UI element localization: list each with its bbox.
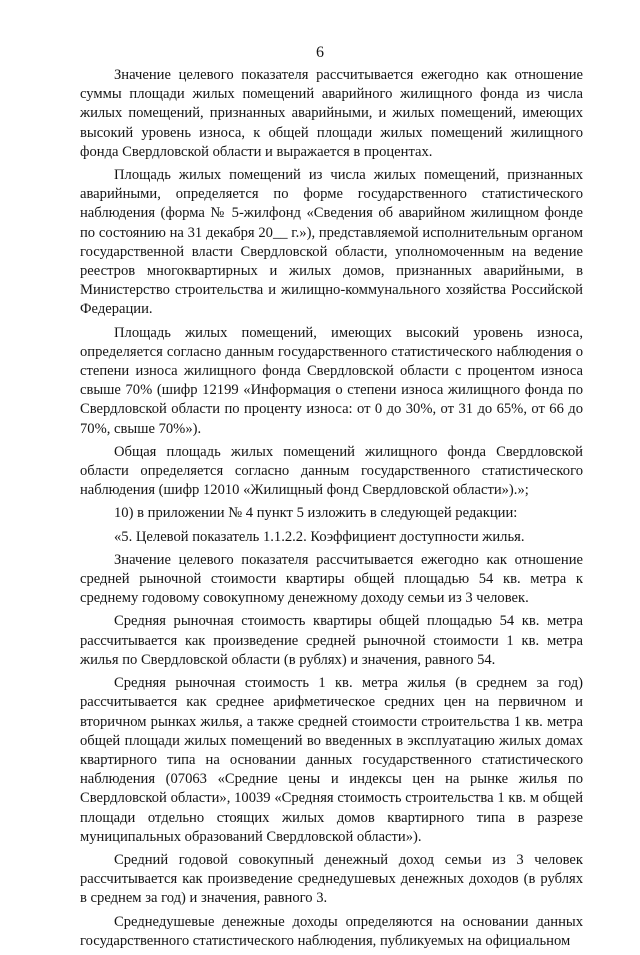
paragraph-target-indicator-calculation: Значение целевого показателя рассчитывается ежегодно как отношение суммы площади жилых помещений аварийного жилищного фонда из числа жилых помещений, признанных аварийными, и жилых помещений, имеющих высокий уровень износа, к общей площади жилых помещений жилищного фонда Свердловской области и выражается в процентах. bbox=[80, 67, 583, 160]
paragraph-family-income: Средний годовой совокупный денежный доход семьи из 3 человек рассчитывается как произведение среднедушевых денежных доходов (в рублях в среднем за год) и значения, равного 3. bbox=[80, 851, 583, 907]
paragraph-indicator-1-1-2-2: «5. Целевой показатель 1.1.2.2. Коэффициент доступности жилья. bbox=[114, 528, 525, 545]
paragraph-average-apartment-cost: Средняя рыночная стоимость квартиры общей площадью 54 кв. метра рассчитывается как произведение средней рыночной стоимости 1 кв. метра жилья по Свердловской области (в рублях) и значения, равного 54. bbox=[80, 613, 583, 668]
paragraph-affordability-calculation: Значение целевого показателя рассчитывается ежегодно как отношение средней рыночной стоимости квартиры общей площадью 54 кв. метра к среднему годовому совокупному денежному доходу семьи из 3 человек. bbox=[80, 551, 583, 607]
paragraph-per-capita-income: Среднедушевые денежные доходы определяются на основании данных государственного статистического наблюдения, публикуемых на официальном bbox=[80, 913, 583, 949]
page-number: 6 bbox=[316, 44, 324, 61]
paragraph-total-housing-area: Общая площадь жилых помещений жилищного фонда Свердловской области определяется согласно данным государственного статистического наблюдения (шифр 12010 «Жилищный фонд Свердловской области»).»; bbox=[80, 443, 583, 499]
paragraph-amendment-item-10: 10) в приложении № 4 пункт 5 изложить в следующей редакции: bbox=[114, 505, 518, 522]
document-body bbox=[80, 66, 583, 955]
paragraph-average-price-per-meter: Средняя рыночная стоимость 1 кв. метра жилья (в среднем за год) рассчитывается как среднее арифметическое средних цен на первичном и вторичном рынках жилья, а также средней стоимости строительства 1 кв. метра общей площади жилых помещений во введенных в эксплуатацию жилых домах квартирного типа на основании данных государственного статистического наблюдения (07063 «Средние цены и индексы цен на рынке жилья по Свердловской области», 10039 «Средняя стоимость строительства 1 кв. м общей площади отдельно стоящих жилых домов квартирного типа в разрезе муниципальных образований Свердловской области»). bbox=[80, 675, 583, 845]
paragraph-high-wear-housing-area: Площадь жилых помещений, имеющих высокий уровень износа, определяется согласно данным государственного статистического наблюдения о степени износа жилищного фонда Свердловской области с процентом износа свыше 70% (шифр 12199 «Информация о степени износа жилищного фонда по Свердловской области по проценту износа: от 0 до 30%, от 31 до 65%, от 66 до 70%, свыше 70%»). bbox=[80, 324, 583, 437]
paragraph-emergency-housing-area: Площадь жилых помещений из числа жилых помещений, признанных аварийными, определяется по форме государственного статистического наблюдения (форма № 5-жилфонд «Сведения об аварийном жилищном фонде по состоянию на 31 декабря 20__ г.»), представляемой исполнительным органом государственной власти Свердловской области, уполномоченным на ведение реестров многоквартирных и жилых домов, признанных аварийными, в Министерство строительства и жилищно-коммунального хозяйства Российской Федерации. bbox=[80, 167, 583, 318]
